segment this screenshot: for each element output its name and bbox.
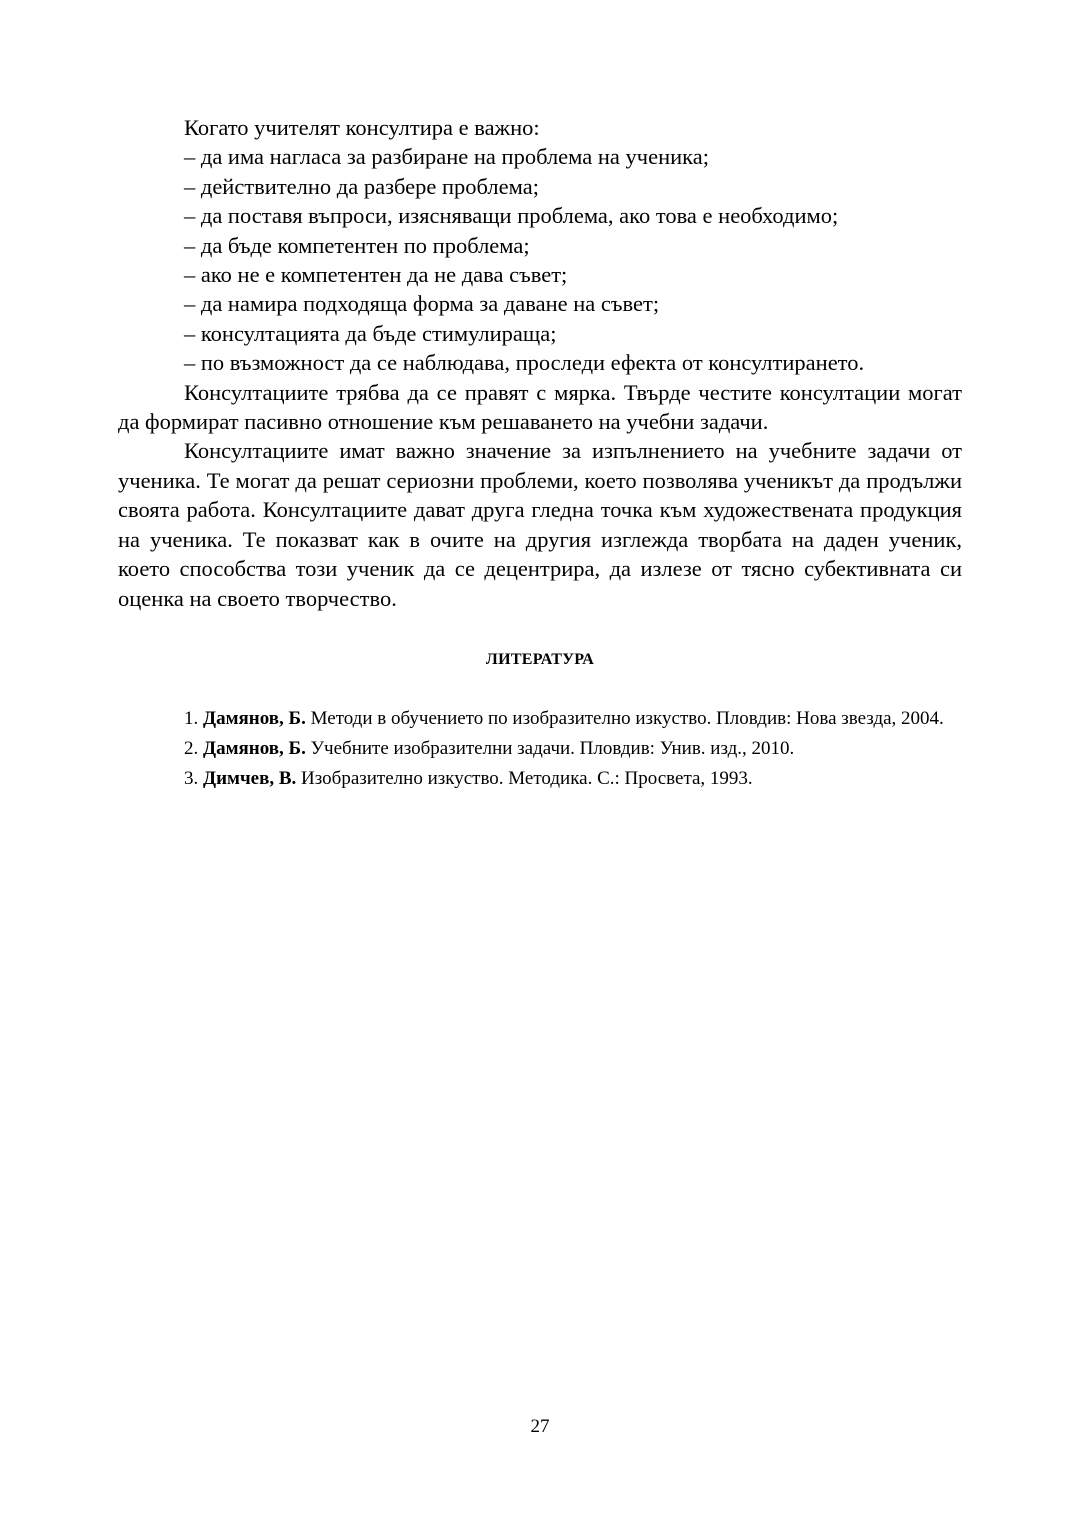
paragraph-importance: Консултациите имат важно значение за изпълнението на учебните задачи от ученика. Те могат да решат сериозни проблеми, което позволява ученикът да продължи своята работа. Консултациите дават друга гледна точка към художествената продукция на ученика. Те показват как в очите на другия изглежда творбата на даден ученик, което способства този ученик да се децентрира, да излезе от тясно субективната си оценка на своето творчество. bbox=[118, 438, 962, 611]
reference-number: 1. bbox=[184, 708, 199, 729]
body-text bbox=[118, 113, 962, 613]
consult-point: – по възможност да се наблюдава, проследи ефекта от консултирането. bbox=[184, 350, 865, 376]
page-number: 27 bbox=[530, 1416, 550, 1437]
consult-intro: Когато учителят консултира е важно: bbox=[184, 115, 540, 140]
reference-item bbox=[118, 705, 962, 732]
reference-author: Дамянов, Б. bbox=[203, 708, 306, 729]
consult-points-list bbox=[118, 142, 962, 377]
consult-point: – действително да разбере проблема; bbox=[184, 173, 539, 199]
reference-item bbox=[118, 765, 962, 792]
reference-text: Изобразително изкуство. Методика. С.: Просвета, 1993. bbox=[301, 768, 753, 789]
paragraph-moderation: Консултациите трябва да се правят с мярка. Твърде честите консултации могат да формират пасивно отношение към решаването на учебни задачи. bbox=[118, 379, 962, 435]
reference-number: 3. bbox=[184, 768, 199, 789]
reference-number: 2. bbox=[184, 738, 199, 759]
consult-point: – ако не е компетентен да не дава съвет; bbox=[184, 262, 568, 288]
reference-text: Учебните изобразителни задачи. Пловдив: Унив. изд., 2010. bbox=[310, 738, 795, 759]
reference-text: Методи в обучението по изобразително изкуство. Пловдив: Нова звезда, 2004. bbox=[310, 708, 944, 729]
consult-point: – да има нагласа за разбиране на проблема на ученика; bbox=[184, 144, 709, 170]
literature-heading: ЛИТЕРАТУРА bbox=[485, 651, 595, 668]
consult-point: – консултацията да бъде стимулираща; bbox=[184, 320, 557, 346]
reference-item bbox=[118, 735, 962, 762]
reference-author: Димчев, В. bbox=[203, 768, 297, 789]
consult-point: – да поставя въпроси, изясняващи проблема, ако това е необходимо; bbox=[184, 203, 839, 229]
consult-point: – да намира подходяща форма за даване на съвет; bbox=[184, 291, 660, 317]
reference-author: Дамянов, Б. bbox=[203, 738, 306, 759]
references-list bbox=[118, 705, 962, 792]
consult-point: – да бъде компетентен по проблема; bbox=[184, 232, 530, 258]
